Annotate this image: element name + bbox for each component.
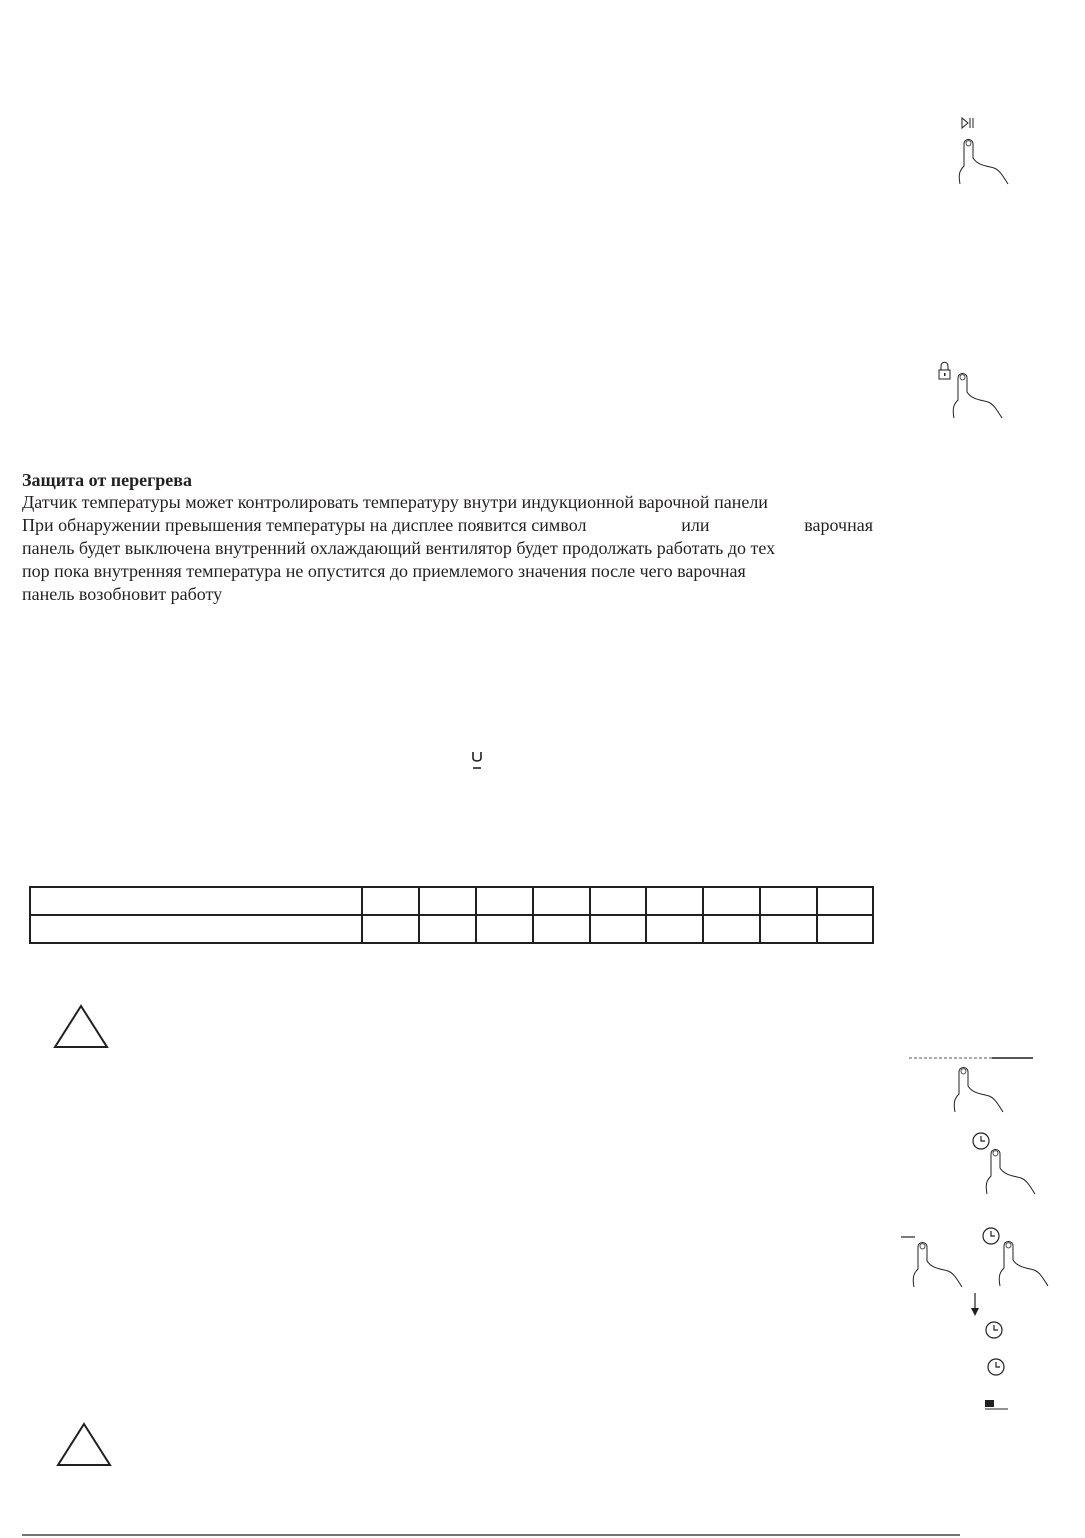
paragraph-line-2-start: При обнаружении превышения температуры на дисплее появится символ — [22, 515, 587, 535]
clock-icon — [988, 1359, 1004, 1375]
paragraph-line-4: пор пока внутренняя температура не опустится до приемлемого значения после чего варочная — [22, 561, 746, 581]
hand-pointer-icon — [986, 1150, 1035, 1195]
paragraph-line-1: Датчик температуры может контролировать температуру внутри индукционной варочной панели — [22, 492, 768, 512]
hand-pointer-icon — [913, 1243, 962, 1288]
hand-pointer-icon — [953, 374, 1002, 419]
table — [30, 887, 873, 943]
hand-pointer-icon — [954, 1068, 1003, 1113]
clock-icon — [973, 1133, 989, 1149]
play-pause-icon — [962, 118, 973, 128]
paragraph-line-2-end: варочная — [804, 515, 873, 535]
hand-pointer-icon — [959, 140, 1008, 185]
hand-pointer-icon — [999, 1242, 1048, 1287]
lock-icon — [939, 362, 950, 379]
paragraph-line-2-or: или — [681, 515, 710, 535]
warning-triangle-icon — [58, 1424, 110, 1465]
display-indicator — [985, 1400, 1008, 1409]
display-u-symbol — [473, 752, 481, 768]
warning-triangle-icon — [55, 1006, 107, 1047]
clock-icon — [986, 1322, 1002, 1338]
arrow-down-icon — [971, 1293, 979, 1316]
paragraph-line-3: панель будет выключена внутренний охлаждающий вентилятор будет продолжать работать до тех — [22, 538, 776, 558]
clock-icon — [983, 1228, 999, 1244]
paragraph-line-5: панель возобновит работу — [22, 584, 223, 604]
section-heading: Защита от перегрева — [22, 470, 192, 490]
